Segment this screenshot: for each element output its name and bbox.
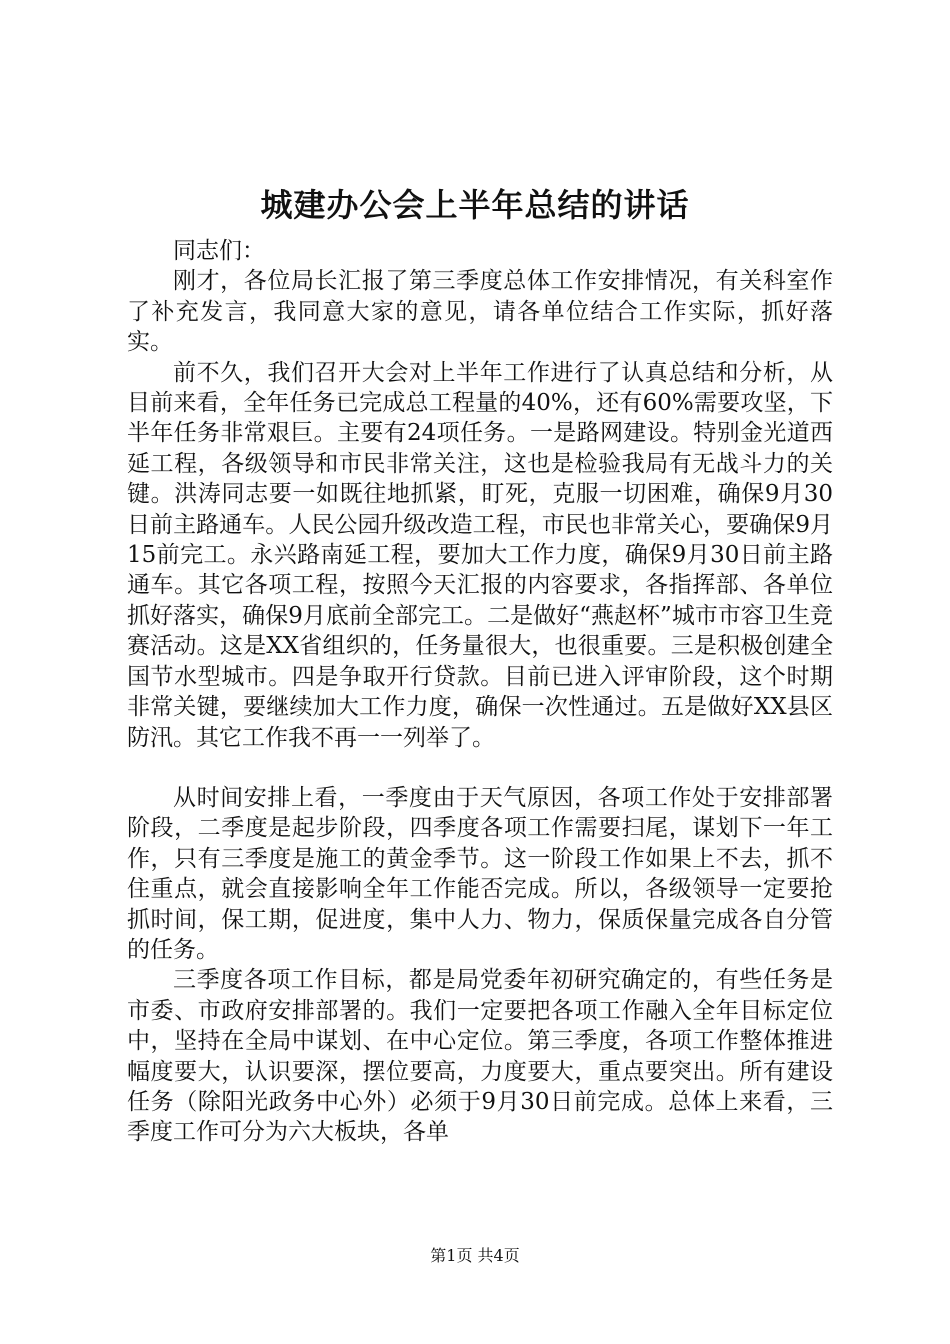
body-paragraph-1: 刚才，各位局长汇报了第三季度总体工作安排情况，有关科室作了补充发言，我同意大家的意见，请各单位结合工作实际，抓好落实。 [127,268,833,356]
salutation-paragraph: 同志们： [173,238,265,264]
body-paragraph-3: 从时间安排上看，一季度由于天气原因，各项工作处于安排部署阶段，二季度是起步阶段，四季度各项工作需要扫尾，谋划下一年工作，只有三季度是施工的黄金季节。这一阶段工作如果上不去，抓不住重点，就会直接影响全年工作能否完成。所以，各级领导一定要抢抓时间，保工期，促进度，集中人力、物力，保质保量完成各自分管的任务。 [127,784,833,963]
body-paragraph-4: 三季度各项工作目标，都是局党委年初研究确定的，有些任务是市委、市政府安排部署的。我们一定要把各项工作融入全年目标定位中，坚持在全局中谋划、在中心定位。第三季度，各项工作整体推进幅度要大，认识要深，摆位要高，力度要大，重点要突出。所有建设任务（除阳光政务中心外）必须于9月30日前完成。总体上来看，三季度工作可分为六大板块，各单 [127,967,833,1146]
document-title: 城建办公会上半年总结的讲话 [260,186,690,224]
body-paragraph-2: 前不久，我们召开大会对上半年工作进行了认真总结和分析，从目前来看，全年任务已完成总工程量的40%，还有60%需要攻坚，下半年任务非常艰巨。主要有24项任务。一是路网建设。特别金光道西延工程，各级领导和市民非常关注，这也是检验我局有无战斗力的关键。洪涛同志要一如既往地抓紧，盯死，克服一切困难，确保9月30日前主路通车。人民公园升级改造工程，市民也非常关心，要确保9月15前完工。永兴路南延工程，要加大工作力度，确保9月30日前主路通车。其它各项工程，按照今天汇报的内容要求，各指挥部、各单位抓好落实，确保9月底前全部完工。二是做好“燕赵杯”城市市容卫生竞赛活动。这是XX省组织的，任务量很大，也很重要。三是积极创建全国节水型城市。四是争取开行贷款。目前已进入评审阶段，这个时期非常关键，要继续加大工作力度，确保一次性通过。五是做好XX县区防汛。其它工作我不再一一列举了。 [127,359,833,751]
document-body [127,236,833,1148]
page-number-footer: 第1页 共4页 [430,1246,520,1265]
